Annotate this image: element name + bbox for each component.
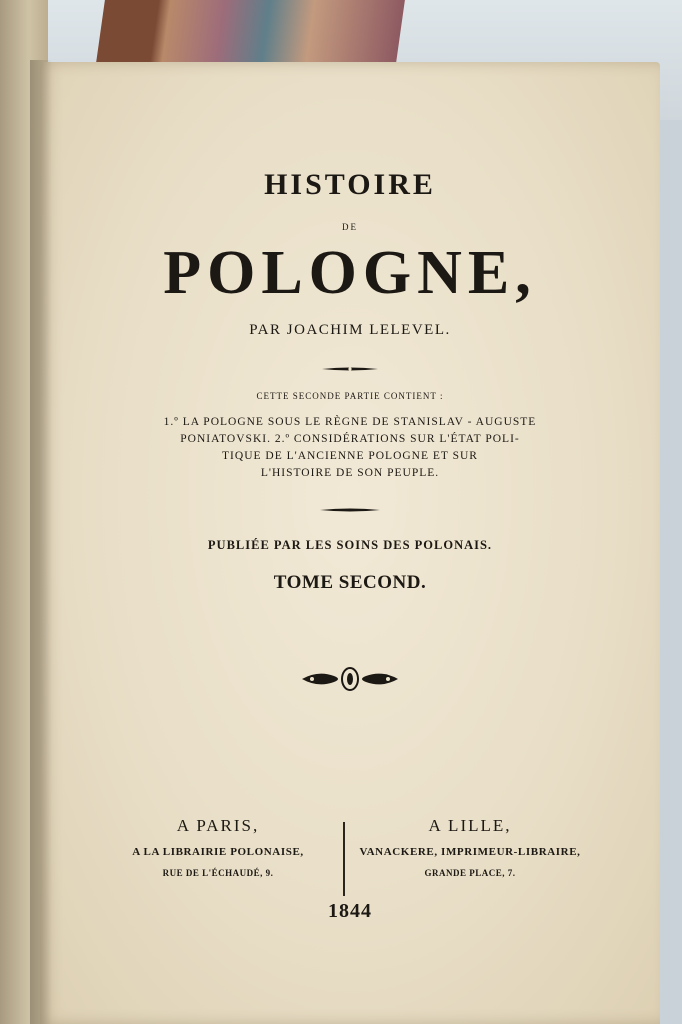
contents-list	[40, 414, 660, 482]
imprint-address-lille: GRANDE PLACE, 7.	[424, 868, 516, 878]
volume-label: TOME SECOND.	[273, 572, 427, 593]
contents-line: TIQUE DE L'ANCIENNE POLOGNE ET SUR	[222, 450, 478, 462]
publisher-note: PUBLIÉE PAR LES SOINS DES POLONAIS.	[207, 538, 493, 552]
book-cover-behind	[95, 0, 405, 70]
small-rule-divider	[40, 360, 660, 378]
title-connector: DE	[342, 222, 358, 232]
imprint-publisher-lille: VANACKERE, IMPRIMEUR-LIBRAIRE,	[359, 846, 581, 858]
contents-line: L'HISTOIRE DE SON PEUPLE.	[260, 467, 440, 479]
imprint-publisher-paris: A LA LIBRAIRIE POLONAISE,	[132, 846, 304, 858]
mid-rule-divider	[40, 501, 660, 519]
publication-year: 1844	[328, 900, 372, 922]
imprint-divider	[343, 822, 345, 896]
contents-line: PONIATOVSKI. 2.º CONSIDÉRATIONS SUR L'ÉTAT POLI-	[180, 433, 520, 445]
imprint-paris	[98, 816, 338, 878]
fleuron-ornament-icon	[40, 664, 660, 699]
imprint-city-paris: A PARIS,	[176, 816, 260, 835]
contents-line: 1.º LA POLOGNE SOUS LE RÈGNE DE STANISLAV - AUGUSTE	[163, 416, 537, 428]
imprint-city-lille: A LILLE,	[428, 816, 512, 835]
contents-intro: CETTE SECONDE PARTIE CONTIENT :	[256, 391, 444, 401]
imprint-address-paris: RUE DE L'ÉCHAUDÉ, 9.	[162, 868, 274, 878]
author-line: PAR JOACHIM LELEVEL.	[249, 322, 451, 338]
title-line-1: HISTOIRE	[264, 168, 436, 201]
title-line-2: POLOGNE,	[163, 239, 537, 307]
imprint-lille	[346, 816, 594, 878]
